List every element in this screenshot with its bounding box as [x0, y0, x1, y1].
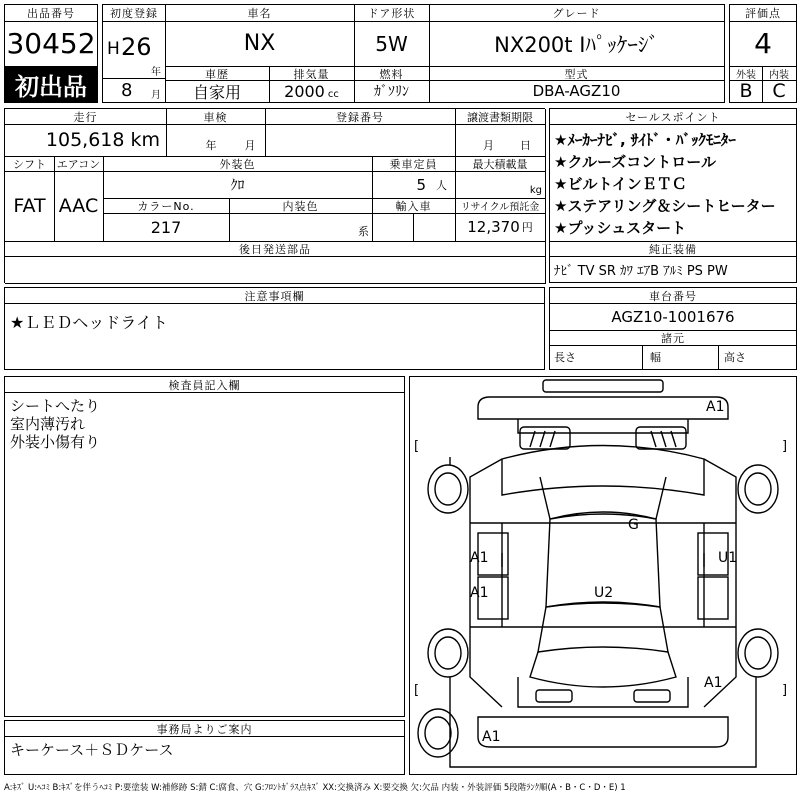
disp-label: 排気量: [269, 66, 355, 81]
interior-label: 内装色: [229, 198, 373, 214]
height-label: 高さ: [724, 351, 746, 364]
ac-label: エアコン: [54, 156, 104, 172]
import-cell: [372, 213, 414, 242]
score: 4: [729, 21, 797, 67]
capacity-cell: [372, 171, 456, 199]
name-label: 車名: [165, 4, 355, 22]
mark-front: A1: [706, 399, 725, 415]
inspection-cell: [166, 124, 266, 157]
history: 自家用: [165, 80, 270, 103]
int-label: 内装: [762, 66, 797, 81]
chassis-number: AGZ10-1001676: [550, 303, 796, 331]
grade-label: グレード: [429, 4, 725, 22]
car-outline: [410, 377, 796, 774]
first-listing-badge: [4, 66, 98, 103]
sales-item: ★ステアリング＆シートヒーター: [554, 197, 776, 215]
sales-item: ★ﾒｰｶｰﾅﾋﾞ, ｻｲﾄﾞ・ﾊﾞｯｸﾓﾆﾀｰ: [554, 131, 736, 149]
lot-no-label: 出品番号: [4, 4, 98, 22]
displacement: 2000: [284, 81, 325, 101]
office-label: 事務局よりご案内: [5, 721, 404, 737]
equipment: ﾅﾋﾞ TV SR ｶﾜ ｴｱB ｱﾙﾐ PS PW: [554, 263, 728, 279]
reg-year: 26: [121, 33, 152, 61]
equipment-label: 純正装備: [550, 241, 796, 257]
length-label: 長さ: [550, 345, 643, 369]
inspector-line: シートへたり: [10, 397, 101, 415]
bracket-right-bottom: ]: [782, 683, 788, 698]
reg-year-cell: [102, 21, 166, 79]
import-cell-2: [413, 213, 456, 242]
caution-block: [4, 287, 545, 370]
sales-list: [550, 125, 796, 240]
car-name: NX: [165, 21, 355, 67]
shift-label: シフト: [5, 156, 55, 172]
ac: AAC: [54, 171, 104, 242]
score-label: 評価点: [729, 4, 797, 22]
mark-left-1: A1: [470, 550, 489, 566]
era: H: [107, 39, 120, 59]
ext-label: 外装: [729, 66, 763, 81]
details-block: [4, 108, 545, 283]
color: ｸﾛ: [103, 171, 373, 199]
sales-block: [549, 108, 797, 283]
chassis-block: [549, 287, 797, 370]
car-diagram: [409, 376, 797, 775]
capacity: 5: [416, 175, 426, 194]
office-text: キーケース＋ＳＤケース: [10, 741, 174, 759]
bracket-left-top: [: [414, 439, 420, 454]
load-label: 最大積載量: [455, 156, 546, 172]
insp-year-unit: 年: [205, 139, 217, 152]
bracket-left-bottom: [: [414, 683, 420, 698]
sales-item: ★ビルトインＥＴＣ: [554, 175, 687, 193]
load-unit: kg: [529, 185, 542, 196]
mileage-unit: km: [130, 129, 160, 151]
fuel-label: 燃料: [354, 66, 430, 81]
later-parts-label: 後日発送部品: [5, 241, 546, 257]
history-label: 車歴: [165, 66, 270, 81]
capacity-unit: 人: [436, 178, 447, 192]
int-grade: C: [762, 80, 797, 103]
recycle: 12,370: [467, 218, 520, 236]
recycle-cell: [455, 213, 546, 242]
transfer-cell: [455, 124, 546, 157]
fuel: ｶﾞｿﾘﾝ: [354, 80, 430, 103]
disp-cell: [269, 80, 355, 103]
transfer-day-unit: 日: [520, 139, 531, 152]
year-unit: 年: [151, 67, 161, 78]
chassis-label: 車台番号: [550, 288, 796, 304]
inspector-label: 検査員記入欄: [5, 377, 404, 393]
reg-month: 8: [121, 80, 133, 101]
plate-label: 登録番号: [265, 109, 456, 125]
capacity-label: 乗車定員: [372, 156, 456, 172]
first-listing-text: 初出品: [15, 73, 87, 101]
model: DBA-AGZ10: [429, 80, 725, 103]
grade: NX200t Ⅰﾊﾟｯｹｰｼﾞ: [429, 21, 725, 67]
mark-right-1: U1: [718, 550, 738, 566]
door-label: ドア形状: [354, 4, 430, 22]
sales-label: セールスポイント: [550, 109, 796, 125]
disp-unit: cc: [327, 88, 339, 100]
mileage-cell: [5, 124, 167, 157]
bracket-right-top: ]: [782, 439, 788, 454]
insp-month-unit: 月: [244, 139, 256, 152]
color-label: 外装色: [103, 156, 373, 172]
shift: FAT: [5, 171, 55, 242]
import-label: 輸入車: [372, 198, 456, 214]
door-type: 5W: [354, 21, 430, 67]
later-parts-cell: [5, 256, 546, 284]
mark-left-2: A1: [470, 585, 489, 601]
legend: A:ｷｽﾞ U:ﾍｺﾐ B:ｷｽﾞを伴うﾍｺﾐ P:要塗装 W:補修跡 S:錆 C:腐食、穴 G:ﾌﾛﾝﾄｶﾞﾗｽ点ｷｽﾞ XX:交換済み X:要交換 欠:欠品 内装・外装評価 5段階ﾗﾝｸ順(A・B・C・D・E) 1: [4, 783, 626, 793]
month-unit: 月: [151, 90, 161, 101]
dims-label: 諸元: [550, 330, 796, 346]
mark-rear-right: A1: [704, 675, 723, 691]
mark-rear: A1: [482, 729, 501, 745]
recycle-label: リサイクル預託金: [455, 198, 546, 214]
inspector-block: [4, 376, 405, 717]
load-cell: [455, 171, 546, 199]
sales-item: ★プッシュスタート: [554, 219, 687, 237]
color-no: 217: [103, 213, 230, 242]
sales-item: ★クルーズコントロール: [554, 153, 716, 171]
ext-grade: B: [729, 80, 763, 103]
model-label: 型式: [429, 66, 725, 81]
inspection-label: 車検: [166, 109, 266, 125]
interior-unit: 系: [358, 225, 369, 238]
mileage: 105,618: [45, 129, 125, 151]
lot-no: 30452: [4, 21, 98, 67]
mark-center: U2: [594, 585, 614, 601]
header-block: [4, 4, 797, 103]
color-no-label: カラーNo.: [103, 198, 230, 214]
recycle-unit: 円: [521, 221, 533, 234]
reg-label: 初度登録: [102, 4, 166, 22]
plate-cell: [265, 124, 456, 157]
mileage-label: 走行: [5, 109, 167, 125]
caution-label: 注意事項欄: [5, 288, 544, 304]
reg-month-cell: [102, 78, 166, 103]
width-label: 幅: [642, 345, 719, 369]
transfer-month-unit: 月: [483, 139, 494, 152]
transfer-label: 譲渡書類期限: [455, 109, 546, 125]
inspector-line: 室内薄汚れ: [10, 415, 86, 433]
inspector-line: 外装小傷有り: [10, 433, 101, 451]
interior-cell: [229, 213, 373, 242]
mark-g: G: [628, 517, 639, 533]
office-block: [4, 720, 405, 775]
caution-text: ★ＬＥＤヘッドライト: [10, 313, 168, 332]
